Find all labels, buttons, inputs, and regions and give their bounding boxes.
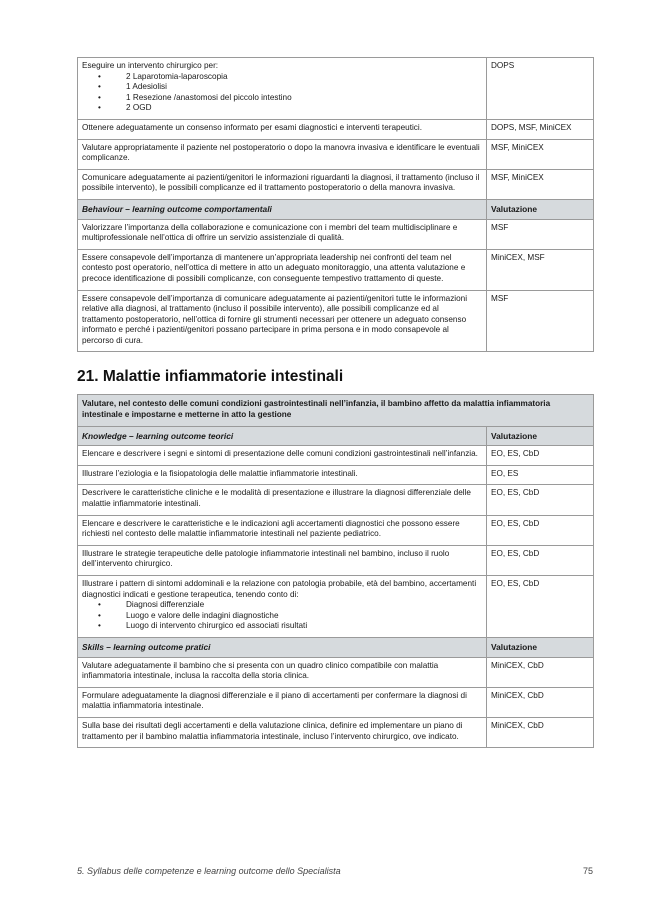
outcome-cell: Valorizzare l’importanza della collaborazione e comunicazione con i membri del team multidisciplinare e multiprofessionale nell’ottica di offrire un servizio assistenziale di qualità. <box>78 219 487 249</box>
outcome-cell: Comunicare adeguatamente ai pazienti/genitori le informazioni riguardanti la diagnosi, il trattamento (incluso il possibile intervento), le possibili complicanze ed il trattamento postoperatorio o della manovra invasiva. <box>78 169 487 199</box>
evaluation-cell: EO, ES <box>487 465 594 485</box>
evaluation-cell: DOPS <box>487 58 594 120</box>
table-row <box>78 219 594 249</box>
evaluation-cell: MSF, MiniCEX <box>487 139 594 169</box>
outcome-cell: Valutare adeguatamente il bambino che si presenta con un quadro clinico compatibile con malattia infiammatoria intestinale, inclusa la raccolta della storia clinica. <box>78 657 487 687</box>
outcome-cell: Sulla base dei risultati degli accertamenti e della valutazione clinica, definire ed implementare un piano di trattamento per il bambino malattia infiammatoria intestinale, incluso l’intervento chirurgico, ove indicato. <box>78 717 487 747</box>
evaluation-header: Valutazione <box>487 199 594 219</box>
skills-header-row <box>78 637 594 657</box>
table-row <box>78 465 594 485</box>
evaluation-cell: MiniCEX, CbD <box>487 687 594 717</box>
list-item: • 2 Laparotomia-laparoscopia <box>92 72 482 83</box>
outcome-cell: Illustrare le strategie terapeutiche delle patologie infiammatorie intestinali nel bambino, incluso il ruolo dell’intervento chirurgico. <box>78 545 487 575</box>
outcome-cell: Elencare e descrivere le caratteristiche e le indicazioni agli accertamenti diagnostici che possono essere richiesti nel contesto delle malattie infiammatorie intestinali nel paziente pediatrico. <box>78 515 487 545</box>
evaluation-cell: EO, ES, CbD <box>487 515 594 545</box>
page-content <box>77 57 593 748</box>
evaluation-cell: MiniCEX, MSF <box>487 249 594 290</box>
evaluation-header: Valutazione <box>487 426 594 446</box>
procedure-list <box>82 72 482 114</box>
behaviour-header-label: Behaviour – learning outcome comportamentali <box>82 203 272 214</box>
outcome-cell: Illustrare l’eziologia e la fisiopatologia delle malattie infiammatorie intestinali. <box>78 465 487 485</box>
table-row <box>78 169 594 199</box>
skills-header <box>78 637 487 657</box>
table-row <box>78 58 594 120</box>
evaluation-cell: MSF <box>487 219 594 249</box>
table-row <box>78 290 594 352</box>
competency-title-row <box>78 395 594 426</box>
evaluation-cell: MiniCEX, CbD <box>487 657 594 687</box>
list-item: • 1 Adesiolisi <box>92 82 482 93</box>
evaluation-cell: DOPS, MSF, MiniCEX <box>487 119 594 139</box>
table-row <box>78 119 594 139</box>
footer-chapter-title: 5. Syllabus delle competenze e learning outcome dello Specialista <box>77 866 341 876</box>
list-item: • Luogo di intervento chirurgico ed associati risultati <box>92 621 482 632</box>
outcome-cell <box>78 576 487 638</box>
skills-header-label: Skills – learning outcome pratici <box>82 641 211 652</box>
page-number: 75 <box>582 866 593 876</box>
table-row <box>78 249 594 290</box>
list-item: • 1 Resezione /anastomosi del piccolo intestino <box>92 93 482 104</box>
outcome-cell <box>78 58 487 120</box>
outcome-text: Eseguire un intervento chirurgico per: <box>82 61 219 70</box>
table-row <box>78 717 594 747</box>
table-row <box>78 485 594 515</box>
table-row <box>78 515 594 545</box>
list-item: • Diagnosi differenziale <box>92 600 482 611</box>
evaluation-cell: EO, ES, CbD <box>487 446 594 466</box>
list-item: • Luogo e valore delle indagini diagnostiche <box>92 611 482 622</box>
table-row <box>78 139 594 169</box>
evaluation-cell: EO, ES, CbD <box>487 545 594 575</box>
outcome-cell: Essere consapevole dell’importanza di mantenere un’appropriata leadership nei confronti del team nel contesto post operatorio, nell’ottica di mettere in atto un adeguato monitoraggio, una attenta valutazione e precoce identificazione di possibili complicanze, con conseguente tempestivo trattamento di queste. <box>78 249 487 290</box>
outcome-cell: Descrivere le caratteristiche cliniche e le modalità di presentazione e illustrare la diagnosi differenziale delle malattie infiammatorie intestinali. <box>78 485 487 515</box>
table-row <box>78 576 594 638</box>
evaluation-cell: MiniCEX, CbD <box>487 717 594 747</box>
evaluation-cell: MSF, MiniCEX <box>487 169 594 199</box>
section-heading: 21. Malattie infiammatorie intestinali <box>77 368 344 386</box>
outcome-cell: Ottenere adeguatamente un consenso informato per esami diagnostici e interventi terapeutici. <box>78 119 487 139</box>
outcome-text: Illustrare i pattern di sintomi addominali e la relazione con patologia probabile, età del bambino, accertamenti diagnostici indicati e gestione terapeutica, tenendo conto di: <box>82 579 477 599</box>
behaviour-header <box>78 199 487 219</box>
competency-table-ibd <box>77 394 594 748</box>
table-row <box>78 657 594 687</box>
outcome-cell: Formulare adeguatamente la diagnosi differenziale e il piano di accertamenti per confermare la diagnosi di malattia infiammatoria intestinale. <box>78 687 487 717</box>
table-row <box>78 446 594 466</box>
outcome-cell: Valutare appropriatamente il paziente nel postoperatorio o dopo la manovra invasiva e identificare le eventuali complicanze. <box>78 139 487 169</box>
competency-table-top <box>77 57 594 352</box>
consideration-list <box>82 600 482 632</box>
evaluation-cell: EO, ES, CbD <box>487 485 594 515</box>
outcome-cell: Essere consapevole dell’importanza di comunicare adeguatamente ai pazienti/genitori tutte le informazioni relative alla diagnosi, al trattamento (incluso il possibile intervento), alle possibili complicanze ed al trattamento postoperatorio, nell’ottica di fornire gli strumenti necessari per ottenere un adeguato consenso informato e perché i pazienti/genitori possano partecipare in prima persona e in modo consapevole al percorso di cura. <box>78 290 487 352</box>
table-row <box>78 687 594 717</box>
behaviour-header-row <box>78 199 594 219</box>
knowledge-header <box>78 426 487 446</box>
evaluation-header: Valutazione <box>487 637 594 657</box>
competency-title: Valutare, nel contesto delle comuni condizioni gastrointestinali nell’infanzia, il bambino affetto da malattia infiammatoria intestinale e impostarne e metterne in atto la gestione <box>78 395 594 426</box>
evaluation-cell: MSF <box>487 290 594 352</box>
list-item: • 2 OGD <box>92 103 482 114</box>
evaluation-cell: EO, ES, CbD <box>487 576 594 638</box>
knowledge-header-row <box>78 426 594 446</box>
table-row <box>78 545 594 575</box>
knowledge-header-label: Knowledge – learning outcome teorici <box>82 430 234 441</box>
outcome-cell: Elencare e descrivere i segni e sintomi di presentazione delle comuni condizioni gastrointestinali nell’infanzia. <box>78 446 487 466</box>
